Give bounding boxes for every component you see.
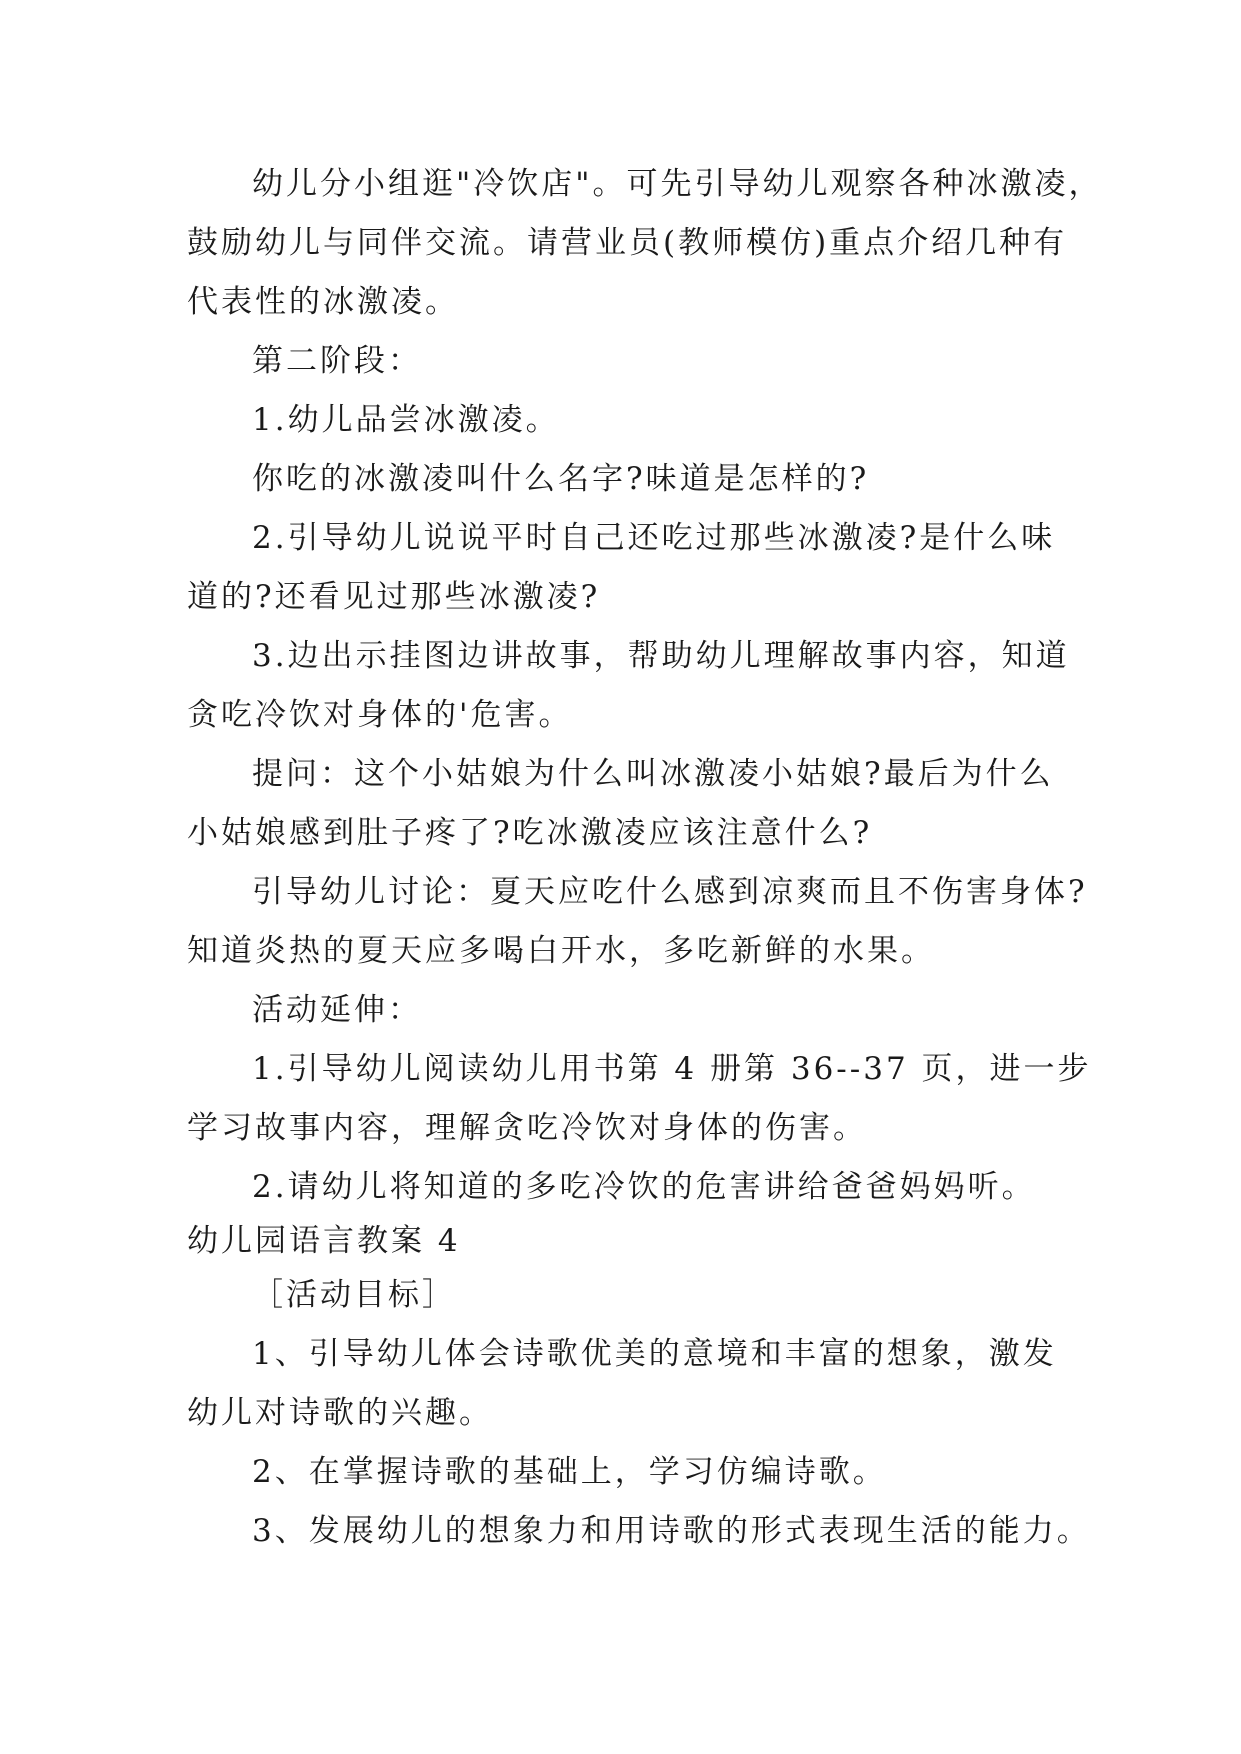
section-heading: 第二阶段：: [252, 343, 422, 379]
document-title: 幼儿园语言教案 4: [187, 1223, 461, 1259]
paragraph-line: 提问：这个小姑娘为什么叫冰激凌小姑娘?最后为什么: [252, 756, 1054, 792]
paragraph-line: 鼓励幼儿与同伴交流。请营业员(教师模仿)重点介绍几种有: [187, 225, 1068, 261]
list-item: 1、引导幼儿体会诗歌优美的意境和丰富的想象，激发: [252, 1336, 1057, 1372]
list-item: 3.边出示挂图边讲故事，帮助幼儿理解故事内容，知道: [252, 638, 1070, 674]
list-item: 2.请幼儿将知道的多吃冷饮的危害讲给爸爸妈妈听。: [252, 1169, 1036, 1205]
list-item: 3、发展幼儿的想象力和用诗歌的形式表现生活的能力。: [252, 1513, 1091, 1549]
paragraph-line: 引导幼儿讨论：夏天应吃什么感到凉爽而且不伤害身体?: [252, 874, 1088, 910]
list-item: 1.引导幼儿阅读幼儿用书第 4 册第 36--37 页，进一步: [252, 1051, 1092, 1087]
paragraph-line: 小姑娘感到肚子疼了?吃冰激凌应该注意什么?: [187, 815, 873, 851]
paragraph-line: 幼儿分小组逛"冷饮店"。可先引导幼儿观察各种冰激凌，: [252, 166, 1103, 202]
paragraph-line: 幼儿对诗歌的兴趣。: [187, 1395, 493, 1431]
list-item: 2.引导幼儿说说平时自己还吃过那些冰激凌?是什么味: [252, 520, 1056, 556]
paragraph-line: 你吃的冰激凌叫什么名字?味道是怎样的?: [252, 461, 870, 497]
section-heading: ［活动目标］: [252, 1277, 456, 1313]
section-heading: 活动延伸：: [252, 992, 422, 1028]
list-item: 1.幼儿品尝冰激凌。: [252, 402, 560, 438]
paragraph-line: 知道炎热的夏天应多喝白开水，多吃新鲜的水果。: [187, 933, 935, 969]
paragraph-line: 道的?还看见过那些冰激凌?: [187, 579, 601, 615]
paragraph-line: 学习故事内容，理解贪吃冷饮对身体的伤害。: [187, 1110, 867, 1146]
paragraph-line: 代表性的冰激凌。: [187, 284, 459, 320]
list-item: 2、在掌握诗歌的基础上，学习仿编诗歌。: [252, 1454, 887, 1490]
paragraph-line: 贪吃冷饮对身体的'危害。: [187, 697, 573, 733]
